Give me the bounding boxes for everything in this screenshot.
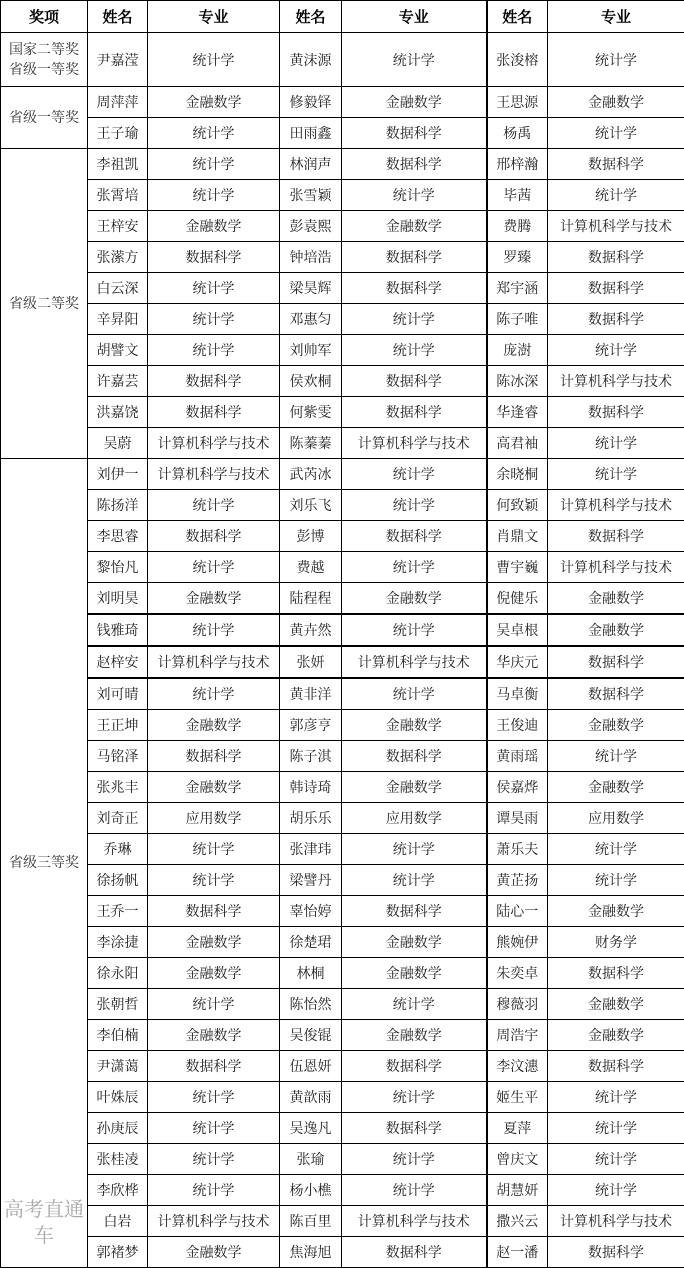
- student-name: 刘乐飞: [280, 490, 342, 521]
- student-name: 孙庚辰: [88, 1113, 148, 1144]
- student-name: 赵一潘: [487, 1237, 548, 1268]
- student-name: 彭博: [280, 521, 342, 552]
- major: 统计学: [548, 1082, 684, 1113]
- student-name: 陆心一: [487, 896, 548, 927]
- major: 金融数学: [342, 211, 487, 242]
- student-name: 黄雨瑶: [487, 741, 548, 772]
- table-row: [1, 180, 684, 211]
- student-name: 辛昇阳: [88, 304, 148, 335]
- student-name: 余晓桐: [487, 459, 548, 490]
- table-body: [1, 33, 684, 1268]
- student-name: 徐永阳: [88, 958, 148, 989]
- table-row: [1, 1082, 684, 1113]
- major: 计算机科学与技术: [548, 490, 684, 521]
- major: 统计学: [342, 459, 487, 490]
- student-name: 刘奇正: [88, 803, 148, 834]
- student-name: 杨小樵: [280, 1175, 342, 1206]
- student-name: 叶姝辰: [88, 1082, 148, 1113]
- table-row: [1, 490, 684, 521]
- major: 数据科学: [342, 1051, 487, 1082]
- major: 金融数学: [548, 583, 684, 615]
- student-name: 熊婉伊: [487, 927, 548, 958]
- student-name: 邓惠匀: [280, 304, 342, 335]
- student-name: 辜怡婷: [280, 896, 342, 927]
- major: 统计学: [148, 989, 280, 1020]
- major: 统计学: [148, 33, 280, 87]
- student-name: 费越: [280, 552, 342, 583]
- table-row: [1, 896, 684, 927]
- table-row: [1, 772, 684, 803]
- student-name: 王乔一: [88, 896, 148, 927]
- student-name: 张雪颖: [280, 180, 342, 211]
- major: 数据科学: [342, 1237, 487, 1268]
- student-name: 梁譬丹: [280, 865, 342, 896]
- student-name: 曹宇巍: [487, 552, 548, 583]
- table-row: [1, 741, 684, 772]
- student-name: 黎怡凡: [88, 552, 148, 583]
- student-name: 罗臻: [487, 242, 548, 273]
- major: 数据科学: [342, 896, 487, 927]
- student-name: 王子瑜: [88, 118, 148, 149]
- table-row: [1, 710, 684, 741]
- major: 统计学: [148, 335, 280, 366]
- major: 统计学: [148, 304, 280, 335]
- student-name: 王正坤: [88, 710, 148, 741]
- student-name: 黄歆雨: [280, 1082, 342, 1113]
- major: 数据科学: [342, 118, 487, 149]
- major: 应用数学: [148, 803, 280, 834]
- major: 金融数学: [548, 772, 684, 803]
- major: 统计学: [342, 33, 487, 87]
- major: 数据科学: [342, 741, 487, 772]
- student-name: 李思睿: [88, 521, 148, 552]
- student-name: 谭昊雨: [487, 803, 548, 834]
- student-name: 陈百里: [280, 1206, 342, 1237]
- student-name: 黄芷扬: [487, 865, 548, 896]
- major: 数据科学: [548, 149, 684, 180]
- table-row: [1, 118, 684, 149]
- table-row: [1, 1144, 684, 1175]
- student-name: 姬生平: [487, 1082, 548, 1113]
- major: 金融数学: [548, 1020, 684, 1051]
- major: 统计学: [342, 304, 487, 335]
- student-name: 尹嘉滢: [88, 33, 148, 87]
- major: 统计学: [342, 1144, 487, 1175]
- major: 应用数学: [548, 803, 684, 834]
- student-name: 倪健乐: [487, 583, 548, 615]
- table-row: [1, 646, 684, 678]
- header-name: 姓名: [88, 1, 148, 33]
- header-name: 姓名: [280, 1, 342, 33]
- major: 统计学: [148, 678, 280, 710]
- major: 金融数学: [342, 958, 487, 989]
- major: 数据科学: [548, 304, 684, 335]
- major: 数据科学: [342, 366, 487, 397]
- major: 数据科学: [548, 521, 684, 552]
- header-award: 奖项: [1, 1, 88, 33]
- table-row: [1, 304, 684, 335]
- table-row: [1, 614, 684, 646]
- watermark: 高考直通车: [4, 1196, 84, 1248]
- student-name: 尹潇蔼: [88, 1051, 148, 1082]
- student-name: 白岩: [88, 1206, 148, 1237]
- major: 统计学: [148, 865, 280, 896]
- table-row: [1, 989, 684, 1020]
- major: 计算机科学与技术: [548, 366, 684, 397]
- student-name: 费腾: [487, 211, 548, 242]
- major: 金融数学: [342, 710, 487, 741]
- student-name: 吴蔚: [88, 428, 148, 459]
- major: 统计学: [342, 180, 487, 211]
- table-row: [1, 834, 684, 865]
- student-name: 王俊迪: [487, 710, 548, 741]
- major: 数据科学: [548, 646, 684, 678]
- table-row: [1, 552, 684, 583]
- table-row: [1, 521, 684, 552]
- table-row: [1, 149, 684, 180]
- table-row: [1, 335, 684, 366]
- student-name: 曾庆文: [487, 1144, 548, 1175]
- student-name: 马卓衡: [487, 678, 548, 710]
- student-name: 林桐: [280, 958, 342, 989]
- major: 数据科学: [342, 521, 487, 552]
- major: 金融数学: [342, 87, 487, 118]
- major: 数据科学: [548, 1051, 684, 1082]
- table-row: [1, 1206, 684, 1237]
- major: 计算机科学与技术: [342, 428, 487, 459]
- student-name: 张津玮: [280, 834, 342, 865]
- student-name: 萧乐夫: [487, 834, 548, 865]
- table-row: [1, 1113, 684, 1144]
- table-row: [1, 958, 684, 989]
- student-name: 张朝哲: [88, 989, 148, 1020]
- student-name: 吴卓根: [487, 614, 548, 646]
- table-row: [1, 1237, 684, 1268]
- major: 数据科学: [148, 1051, 280, 1082]
- major: 统计学: [148, 118, 280, 149]
- student-name: 黄卉然: [280, 614, 342, 646]
- student-name: 侯欢桐: [280, 366, 342, 397]
- major: 统计学: [548, 834, 684, 865]
- major: 统计学: [342, 335, 487, 366]
- major: 统计学: [548, 180, 684, 211]
- student-name: 吴逸凡: [280, 1113, 342, 1144]
- header-major: 专业: [148, 1, 280, 33]
- award-label: 省级一等奖: [1, 60, 87, 80]
- student-name: 何紫雯: [280, 397, 342, 428]
- student-name: 徐扬帆: [88, 865, 148, 896]
- major: 统计学: [342, 989, 487, 1020]
- student-name: 陈蓁蓁: [280, 428, 342, 459]
- major: 金融数学: [148, 772, 280, 803]
- award-level: [1, 459, 88, 1268]
- major: 金融数学: [148, 958, 280, 989]
- student-name: 张妍: [280, 646, 342, 678]
- student-name: 穆薇羽: [487, 989, 548, 1020]
- student-name: 钱雅琦: [88, 614, 148, 646]
- student-name: 张瑜: [280, 1144, 342, 1175]
- major: 金融数学: [342, 583, 487, 615]
- student-name: 刘明昊: [88, 583, 148, 615]
- table-row: [1, 242, 684, 273]
- major: 统计学: [148, 1113, 280, 1144]
- major: 计算机科学与技术: [148, 1206, 280, 1237]
- major: 统计学: [148, 273, 280, 304]
- student-name: 陈子唯: [487, 304, 548, 335]
- major: 数据科学: [148, 397, 280, 428]
- table-row: [1, 273, 684, 304]
- student-name: 陈冰深: [487, 366, 548, 397]
- student-name: 朱奕卓: [487, 958, 548, 989]
- student-name: 林润声: [280, 149, 342, 180]
- major: 金融数学: [548, 710, 684, 741]
- table-row: [1, 803, 684, 834]
- student-name: 李涂捷: [88, 927, 148, 958]
- major: 统计学: [342, 490, 487, 521]
- major: 统计学: [342, 834, 487, 865]
- header-major: 专业: [548, 1, 684, 33]
- student-name: 田雨鑫: [280, 118, 342, 149]
- major: 计算机科学与技术: [548, 1206, 684, 1237]
- student-name: 郭彦亨: [280, 710, 342, 741]
- table-row: [1, 428, 684, 459]
- major: 计算机科学与技术: [148, 428, 280, 459]
- award-level: [1, 149, 88, 459]
- student-name: 刘伊一: [88, 459, 148, 490]
- student-name: 张桂凌: [88, 1144, 148, 1175]
- major: 金融数学: [148, 927, 280, 958]
- student-name: 武芮冰: [280, 459, 342, 490]
- student-name: 张浚榕: [487, 33, 548, 87]
- student-name: 韩诗琦: [280, 772, 342, 803]
- major: 统计学: [548, 1144, 684, 1175]
- table-row: [1, 678, 684, 710]
- student-name: 周萍萍: [88, 87, 148, 118]
- student-name: 陈扬洋: [88, 490, 148, 521]
- table-row: [1, 211, 684, 242]
- major: 金融数学: [148, 87, 280, 118]
- student-name: 毕茜: [487, 180, 548, 211]
- major: 统计学: [548, 459, 684, 490]
- student-name: 修毅铎: [280, 87, 342, 118]
- student-name: 张潆方: [88, 242, 148, 273]
- student-name: 刘可晴: [88, 678, 148, 710]
- major: 统计学: [148, 149, 280, 180]
- major: 金融数学: [548, 614, 684, 646]
- student-name: 马铭泽: [88, 741, 148, 772]
- major: 统计学: [548, 741, 684, 772]
- major: 统计学: [148, 614, 280, 646]
- student-name: 胡慧妍: [487, 1175, 548, 1206]
- major: 数据科学: [342, 1113, 487, 1144]
- student-name: 吴俊锟: [280, 1020, 342, 1051]
- major: 数据科学: [342, 397, 487, 428]
- major: 金融数学: [148, 583, 280, 615]
- major: 金融数学: [148, 1020, 280, 1051]
- major: 统计学: [342, 678, 487, 710]
- major: 统计学: [148, 490, 280, 521]
- student-name: 高君袖: [487, 428, 548, 459]
- major: 金融数学: [148, 1237, 280, 1268]
- student-name: 李汶潓: [487, 1051, 548, 1082]
- major: 金融数学: [148, 710, 280, 741]
- major: 统计学: [148, 1144, 280, 1175]
- student-name: 焦海旭: [280, 1237, 342, 1268]
- student-name: 张霄培: [88, 180, 148, 211]
- student-name: 乔琳: [88, 834, 148, 865]
- major: 数据科学: [148, 521, 280, 552]
- major: 金融数学: [548, 896, 684, 927]
- student-name: 刘帅军: [280, 335, 342, 366]
- student-name: 王梓安: [88, 211, 148, 242]
- major: 计算机科学与技术: [148, 459, 280, 490]
- major: 统计学: [342, 1175, 487, 1206]
- major: 金融数学: [342, 772, 487, 803]
- student-name: 钟培浩: [280, 242, 342, 273]
- student-name: 何致颖: [487, 490, 548, 521]
- major: 统计学: [548, 1175, 684, 1206]
- student-name: 黄非洋: [280, 678, 342, 710]
- student-name: 夏萍: [487, 1113, 548, 1144]
- table-row: [1, 459, 684, 490]
- major: 统计学: [342, 865, 487, 896]
- student-name: 赵梓安: [88, 646, 148, 678]
- student-name: 胡譬文: [88, 335, 148, 366]
- major: 计算机科学与技术: [148, 646, 280, 678]
- major: 数据科学: [548, 958, 684, 989]
- major: 数据科学: [548, 242, 684, 273]
- major: 数据科学: [548, 678, 684, 710]
- major: 数据科学: [342, 149, 487, 180]
- header-major: 专业: [342, 1, 487, 33]
- student-name: 陆程程: [280, 583, 342, 615]
- student-name: 周浩宇: [487, 1020, 548, 1051]
- award-label: 省级一等奖: [1, 108, 87, 128]
- major: 计算机科学与技术: [548, 552, 684, 583]
- major: 统计学: [148, 834, 280, 865]
- header-row: [1, 1, 684, 33]
- table-row: [1, 397, 684, 428]
- table-row: [1, 366, 684, 397]
- major: 统计学: [548, 865, 684, 896]
- student-name: 彭袁熙: [280, 211, 342, 242]
- table-row: [1, 87, 684, 118]
- student-name: 伍恩妍: [280, 1051, 342, 1082]
- student-name: 杨禹: [487, 118, 548, 149]
- student-name: 徐楚珺: [280, 927, 342, 958]
- major: 数据科学: [148, 896, 280, 927]
- student-name: 撒兴云: [487, 1206, 548, 1237]
- major: 计算机科学与技术: [342, 1206, 487, 1237]
- award-label: 国家二等奖: [1, 40, 87, 60]
- major: 统计学: [342, 614, 487, 646]
- major: 计算机科学与技术: [342, 646, 487, 678]
- award-label: 省级二等奖: [1, 294, 87, 314]
- student-name: 张兆丰: [88, 772, 148, 803]
- major: 数据科学: [148, 366, 280, 397]
- table-row: [1, 583, 684, 615]
- major: 金融数学: [342, 1020, 487, 1051]
- student-name: 华逢睿: [487, 397, 548, 428]
- student-name: 邢梓瀚: [487, 149, 548, 180]
- student-name: 白云深: [88, 273, 148, 304]
- major: 统计学: [148, 1175, 280, 1206]
- major: 统计学: [548, 33, 684, 87]
- major: 应用数学: [342, 803, 487, 834]
- major: 数据科学: [548, 397, 684, 428]
- student-name: 黄沫源: [280, 33, 342, 87]
- major: 数据科学: [548, 273, 684, 304]
- major: 数据科学: [342, 242, 487, 273]
- table-row: [1, 927, 684, 958]
- table-row: [1, 865, 684, 896]
- major: 数据科学: [148, 741, 280, 772]
- student-name: 肖鼎文: [487, 521, 548, 552]
- major: 数据科学: [342, 273, 487, 304]
- header-name: 姓名: [487, 1, 548, 33]
- table-row: [1, 33, 684, 87]
- major: 计算机科学与技术: [548, 211, 684, 242]
- major: 金融数学: [548, 87, 684, 118]
- major: 统计学: [548, 118, 684, 149]
- student-name: 陈子淇: [280, 741, 342, 772]
- student-name: 李祖凯: [88, 149, 148, 180]
- major: 金融数学: [148, 211, 280, 242]
- major: 统计学: [548, 428, 684, 459]
- table-row: [1, 1051, 684, 1082]
- major: 统计学: [548, 335, 684, 366]
- student-name: 洪嘉饶: [88, 397, 148, 428]
- major: 统计学: [148, 180, 280, 211]
- major: 统计学: [342, 1082, 487, 1113]
- award-level: [1, 33, 88, 87]
- student-name: 侯嘉烨: [487, 772, 548, 803]
- table-row: [1, 1020, 684, 1051]
- major: 统计学: [342, 552, 487, 583]
- student-name: 庞澍: [487, 335, 548, 366]
- award-level: [1, 87, 88, 149]
- major: 统计学: [148, 552, 280, 583]
- major: 金融数学: [548, 989, 684, 1020]
- major: 数据科学: [548, 1237, 684, 1268]
- major: 财务学: [548, 927, 684, 958]
- student-name: 李伯楠: [88, 1020, 148, 1051]
- student-name: 李欣桦: [88, 1175, 148, 1206]
- student-name: 郭褚梦: [88, 1237, 148, 1268]
- student-name: 陈怡然: [280, 989, 342, 1020]
- student-name: 郑宇涵: [487, 273, 548, 304]
- student-name: 华庆元: [487, 646, 548, 678]
- table-row: [1, 1175, 684, 1206]
- major: 金融数学: [342, 927, 487, 958]
- major: 统计学: [148, 1082, 280, 1113]
- major: 统计学: [548, 1113, 684, 1144]
- student-name: 王思源: [487, 87, 548, 118]
- student-name: 许嘉芸: [88, 366, 148, 397]
- student-name: 梁昊辉: [280, 273, 342, 304]
- student-name: 胡乐乐: [280, 803, 342, 834]
- major: 数据科学: [148, 242, 280, 273]
- award-label: 省级三等奖: [1, 853, 87, 873]
